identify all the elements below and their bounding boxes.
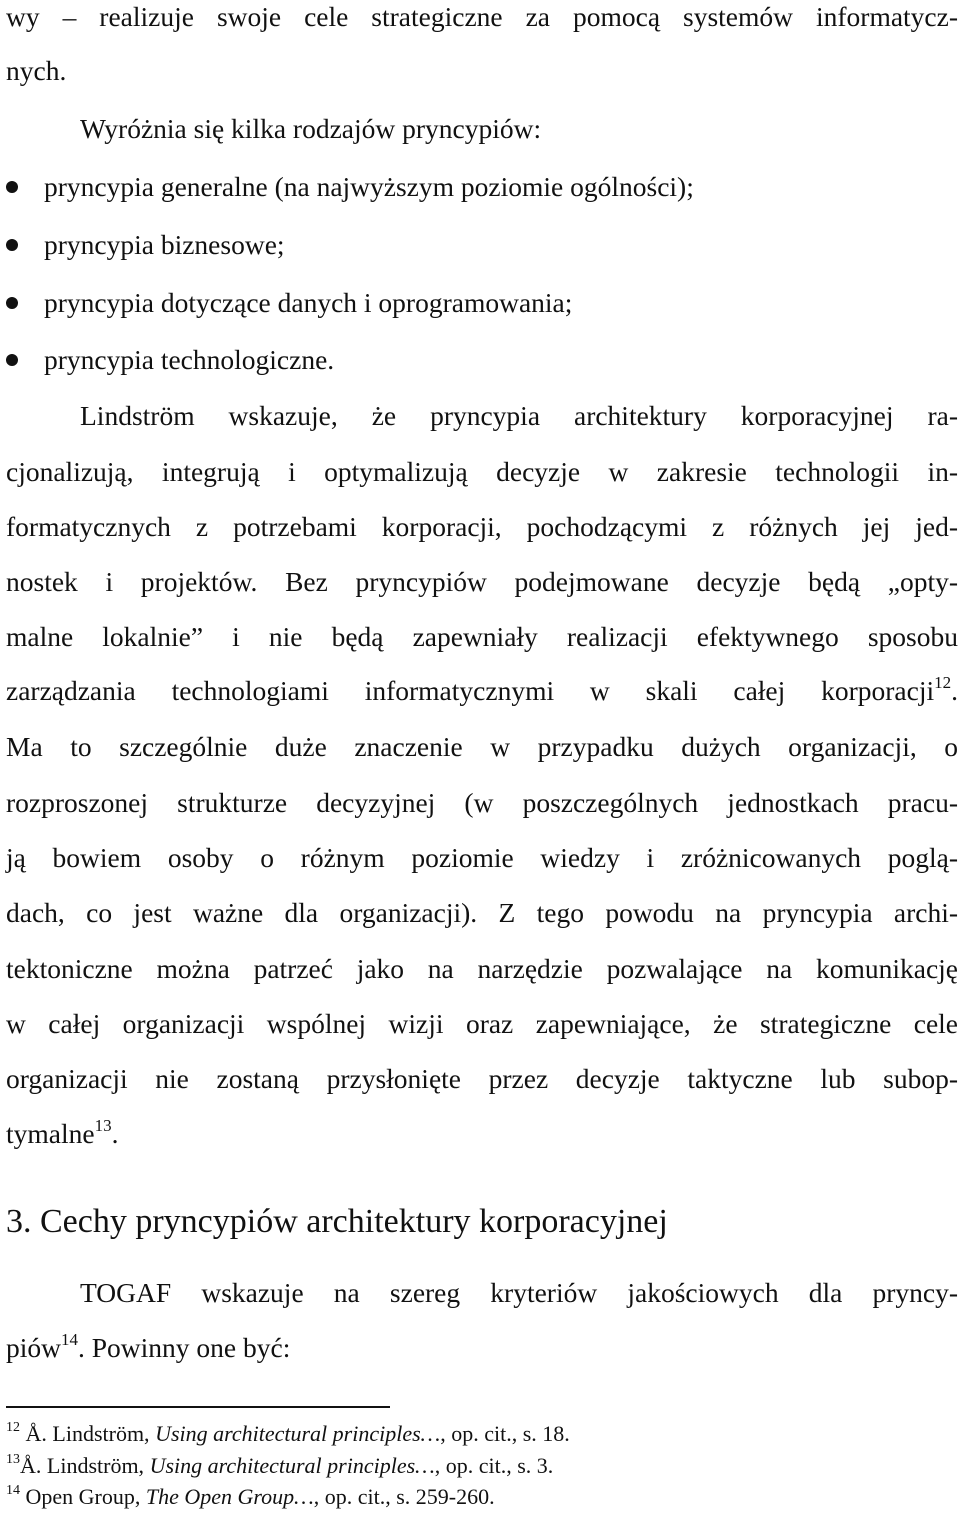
bullet-icon — [6, 297, 18, 309]
list-item: pryncypia technologiczne. — [44, 343, 944, 377]
text-line: malne lokalnie” i nie będą zapewniały realizacji efektywnego sposobu — [6, 621, 958, 652]
bullet-icon — [6, 354, 18, 366]
text-line: Wyróżnia się kilka rodzajów pryncypiów: — [80, 113, 542, 144]
text-line: wy – realizuje swoje cele strategiczne za pomocą systemów informatycz- — [6, 1, 958, 32]
text-line: TOGAF wskazuje na szereg kryteriów jakościowych dla pryncy- — [80, 1277, 958, 1308]
footnote-number: 13 — [6, 1452, 20, 1467]
text-line: dach, co jest ważne dla organizacji). Z tego powodu na pryncypia archi- — [6, 897, 958, 928]
footnote-number: 14 — [6, 1483, 20, 1498]
text-line: Lindström wskazuje, że pryncypia architektury korporacyjnej ra- — [80, 400, 958, 431]
text-line: nostek i projektów. Bez pryncypiów podejmowane decyzje będą „opty- — [6, 566, 958, 597]
footnote: $^{13}$Å. Lindström, Using architectural principles…, op. cit., s. 3. — [6, 1452, 554, 1478]
footnote-ref[interactable]: 12 — [934, 673, 952, 692]
text-line: piów$^{14}$. Powinny one być: — [6, 1330, 291, 1363]
text-line: Ma to szczególnie duże znaczenie w przypadku dużych organizacji, o — [6, 731, 958, 762]
section-heading: 3. Cechy pryncypiów architektury korporacyjnej — [6, 1203, 668, 1240]
list-item: pryncypia dotyczące danych i oprogramowania; — [44, 286, 944, 320]
footnote-number: 12 — [6, 1420, 20, 1435]
footnote: $^{12}$ Å. Lindström, Using architectural principles…, op. cit., s. 18. — [6, 1420, 570, 1446]
footnote-ref[interactable]: 14 — [61, 1330, 78, 1349]
text-line: tektoniczne można patrzeć jako na narzędzie pozwalające na komunikację — [6, 953, 958, 984]
list-item: pryncypia generalne (na najwyższym poziomie ogólności); — [44, 170, 944, 204]
bullet-icon — [6, 239, 18, 251]
text-line: w całej organizacji wspólnej wizji oraz zapewniające, że strategiczne cele — [6, 1008, 958, 1039]
footnote: $^{14}$ Open Group, The Open Group…, op. cit., s. 259-260. — [6, 1483, 495, 1509]
text-line: cjonalizują, integrują i optymalizują decyzje w zakresie technologii in- — [6, 456, 958, 487]
text-line: zarządzania technologiami informatycznymi w skali całej korporacji$^{12}$. — [6, 673, 958, 706]
footnote-divider — [6, 1406, 390, 1408]
text-line: organizacji nie zostaną przysłonięte przez decyzje taktyczne lub subop- — [6, 1063, 958, 1094]
bullet-icon — [6, 181, 18, 193]
text-line: ją bowiem osoby o różnym poziomie wiedzy i zróżnicowanych poglą- — [6, 842, 958, 873]
footnote-ref[interactable]: 13 — [94, 1116, 112, 1135]
text-line: formatycznych z potrzebami korporacji, pochodzącymi z różnych jej jed- — [6, 511, 958, 542]
list-item: pryncypia biznesowe; — [44, 228, 944, 262]
text-line: tymalne$^{13}$. — [6, 1116, 119, 1149]
text-line: rozproszonej strukturze decyzyjnej (w poszczególnych jednostkach pracu- — [6, 787, 958, 818]
text-line: nych. — [6, 55, 67, 86]
